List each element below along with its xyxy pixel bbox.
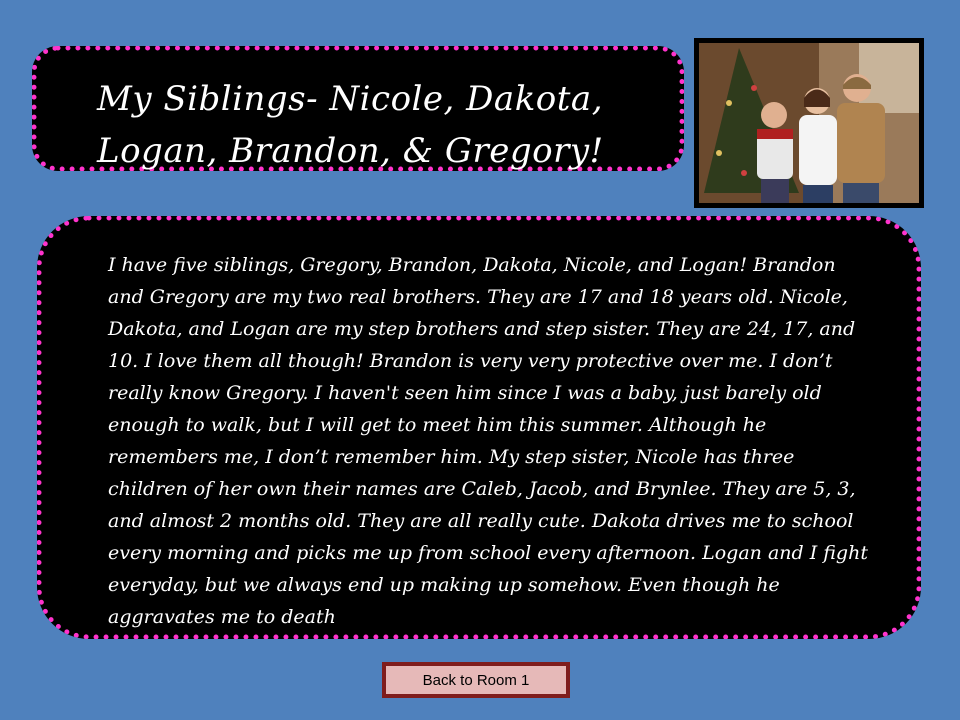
back-to-room-button[interactable]: Back to Room 1 bbox=[382, 662, 570, 698]
family-photo-image bbox=[699, 43, 919, 203]
family-photo bbox=[694, 38, 924, 208]
content-panel bbox=[37, 216, 921, 639]
title-panel bbox=[32, 46, 684, 171]
siblings-paragraph: I have five siblings, Gregory, Brandon, Dakota, Nicole, and Logan! Brandon and Gregory are my two real brothers. They are 17 and 18 years old. Nicole, Dakota, and Logan are my step brothers and step sister. They are 24, 17, and 10. I love them all though! Brandon is very very protective over me. I don’t really know Gregory. I haven't seen him since I was a baby, just barely old enough to walk, but I will get to meet him this summer. Although he remembers me, I don’t remember him. My step sister, Nicole has three children of her own their names are Caleb, Jacob, and Brynlee. They are 5, 3, and almost 2 months old. They are all really cute. Dakota drives me to school every morning and picks me up from school every afternoon. Logan and I fight everyday, but we always end up making up somehow. Even though he aggravates me to death bbox=[108, 254, 868, 628]
page-title: My Siblings- Nicole, Dakota, Logan, Brandon, & Gregory! bbox=[97, 79, 604, 171]
